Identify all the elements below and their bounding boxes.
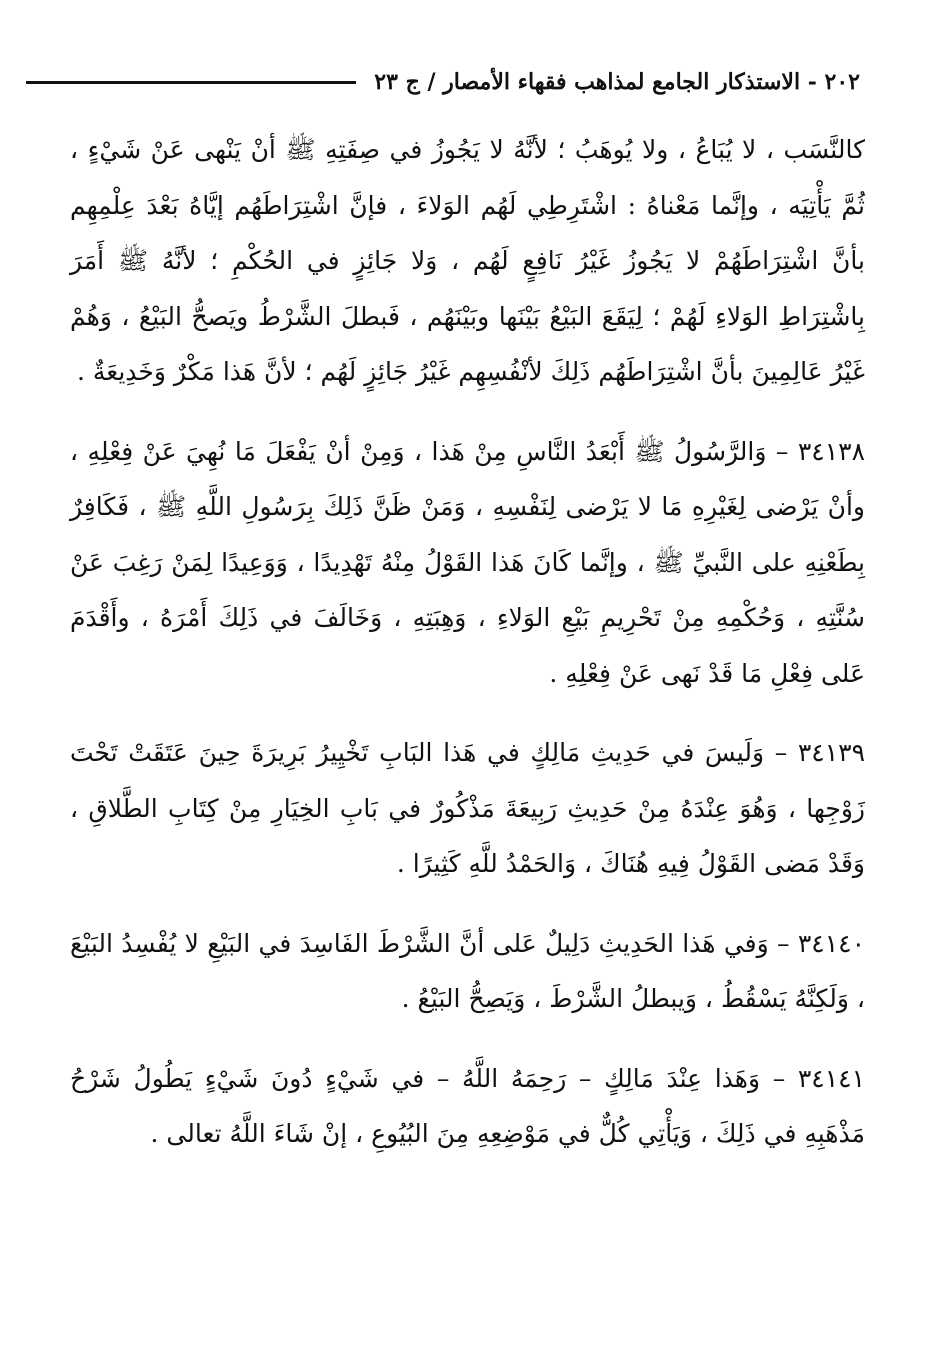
paragraph-text: وَالرَّسُولُ ﷺ أَبْعَدُ النَّاسِ مِنْ هَذا ، وَمِنْ أنْ يَفْعَلَ مَا نُهِيَ عَنْ فِعْلِهِ ، وأنْ يَرْضى لِغَيْرِهِ مَا لا يَرْضى لِنَفْسِهِ ، وَمَنْ ظَنَّ ذَلِكَ بِرَسُولِ اللَّهِ ﷺ ، فَكَافِرٌ بِطَعْنِهِ على النَّبيِّ ﷺ ، وإنَّما كَانَ هَذا القَوْلُ مِنْهُ تَهْدِيدًا ، وَوَعِيدًا لِمَنْ رَغِبَ عَنْ سُنَّتِهِ ، وَحُكْمِهِ مِنْ تَحْرِيمِ بَيْعِ الوَلاءِ ، وَهِبَتِهِ ، وَخَالَفَ في ذَلِكَ أَمْرَهُ ، وأَقْدَمَ عَلى فِعْلِ مَا قَدْ نَهى عَنْ فِعْلِهِ .	[70, 436, 865, 688]
paragraph-34140	[70, 916, 865, 1027]
paragraph-number: ٣٤١٤١	[797, 1063, 866, 1093]
page-header	[72, 62, 860, 102]
paragraph-text: وَفي هَذا الحَدِيثِ دَلِيلٌ عَلى أنَّ الشَّرْطَ الفَاسِدَ في البَيْعِ لا يُفْسِدُ البَيْعَ ، وَلَكِنَّهُ يَسْقُطُ ، وَيبطلُ الشَّرْطَ ، وَيَصِحُّ البَيْعُ .	[70, 928, 865, 1013]
header-separator: -	[807, 69, 817, 95]
header-rule	[26, 81, 356, 84]
paragraph-dash: –	[766, 436, 789, 466]
paragraph-text: وَلَيسَ في حَدِيثِ مَالِكٍ في هَذا البَابِ تَخْيِيرُ بَرِيرَةَ حِينَ عَتَقَتْ تَحْتَ زَوْجِها ، وَهُوَ عِنْدَهُ مِنْ حَدِيثِ رَبِيعَةَ مَذْكُورٌ في بَابِ الخِيَارِ مِنْ كِتَابِ الطَّلاقِ ، وَقَدْ مَضى القَوْلُ فِيهِ هُنَاكَ ، وَالحَمْدُ للَّهِ كَثِيرًا .	[70, 738, 865, 878]
paragraph-dash: –	[764, 738, 788, 767]
page-number: ٢٠٢	[824, 69, 860, 95]
paragraph-34138	[70, 424, 865, 702]
paragraph-34139	[70, 725, 865, 892]
book-title: الاستذكار الجامع لمذاهب فقهاء الأمصار / ج ٢٣	[374, 69, 801, 95]
paragraph-number: ٣٤١٣٩	[797, 738, 865, 767]
paragraph-continued	[70, 122, 865, 400]
paragraph-dash: –	[768, 928, 790, 958]
paragraph-text: وَهَذا عِنْدَ مَالِكٍ – رَحِمَهُ اللَّهُ – في شَيْءٍ دُونَ شَيْءٍ يَطُولُ شَرْحُ مَذْهَبِهِ في ذَلِكَ ، وَيَأْتِي كُلٌّ في مَوْضِعِهِ مِنَ البُيُوعِ ، إنْ شَاءَ اللَّهُ تعالى .	[70, 1063, 865, 1148]
paragraph-text: كالنَّسَب ، لا يُبَاعُ ، ولا يُوهَبُ ؛ لأنَّهُ لا يَجُوزُ في صِفَتِهِ ﷺ أنْ يَنْهى عَنْ شَيْءٍ ، ثُمَّ يَأْتِيَه ، وإنَّما مَعْناهُ : اشْتَرِطِي لَهُم الوَلاءَ ، فإنَّ اشْتِرَاطَهُم إيَّاهُ بَعْدَ عِلْمِهِم بأنَّ اشْتِرَاطَهُمْ لا يَجُوزُ غَيْرُ نَافِعٍ لَهُم ، وَلا جَائِزٍ في الحُكْمِ ؛ لأنَّهُ ﷺ أَمَرَ بِاشْتِرَاطِ الوَلاءِ لَهُمْ ؛ لِيَقَعَ البَيْعُ بَيْنَها وبَيْنَهُم ، فَبطلَ الشَّرْطُ ويَصحُّ البَيْعُ ، وَهُمْ غَيْرُ عَالِمِينَ بأنَّ اشْتِرَاطَهُم ذَلِكَ لأنْفُسِهِم غَيْرُ جَائِزٍ لَهُم ؛ لأنَّ هَذا مَكْرٌ وَخَدِيعَةٌ .	[70, 135, 865, 386]
paragraph-number: ٣٤١٤٠	[797, 928, 866, 958]
paragraph-dash: –	[760, 1063, 786, 1093]
running-header	[374, 69, 860, 95]
paragraph-number: ٣٤١٣٨	[797, 436, 865, 466]
paragraph-34141	[70, 1051, 865, 1162]
page-body	[70, 122, 865, 1162]
